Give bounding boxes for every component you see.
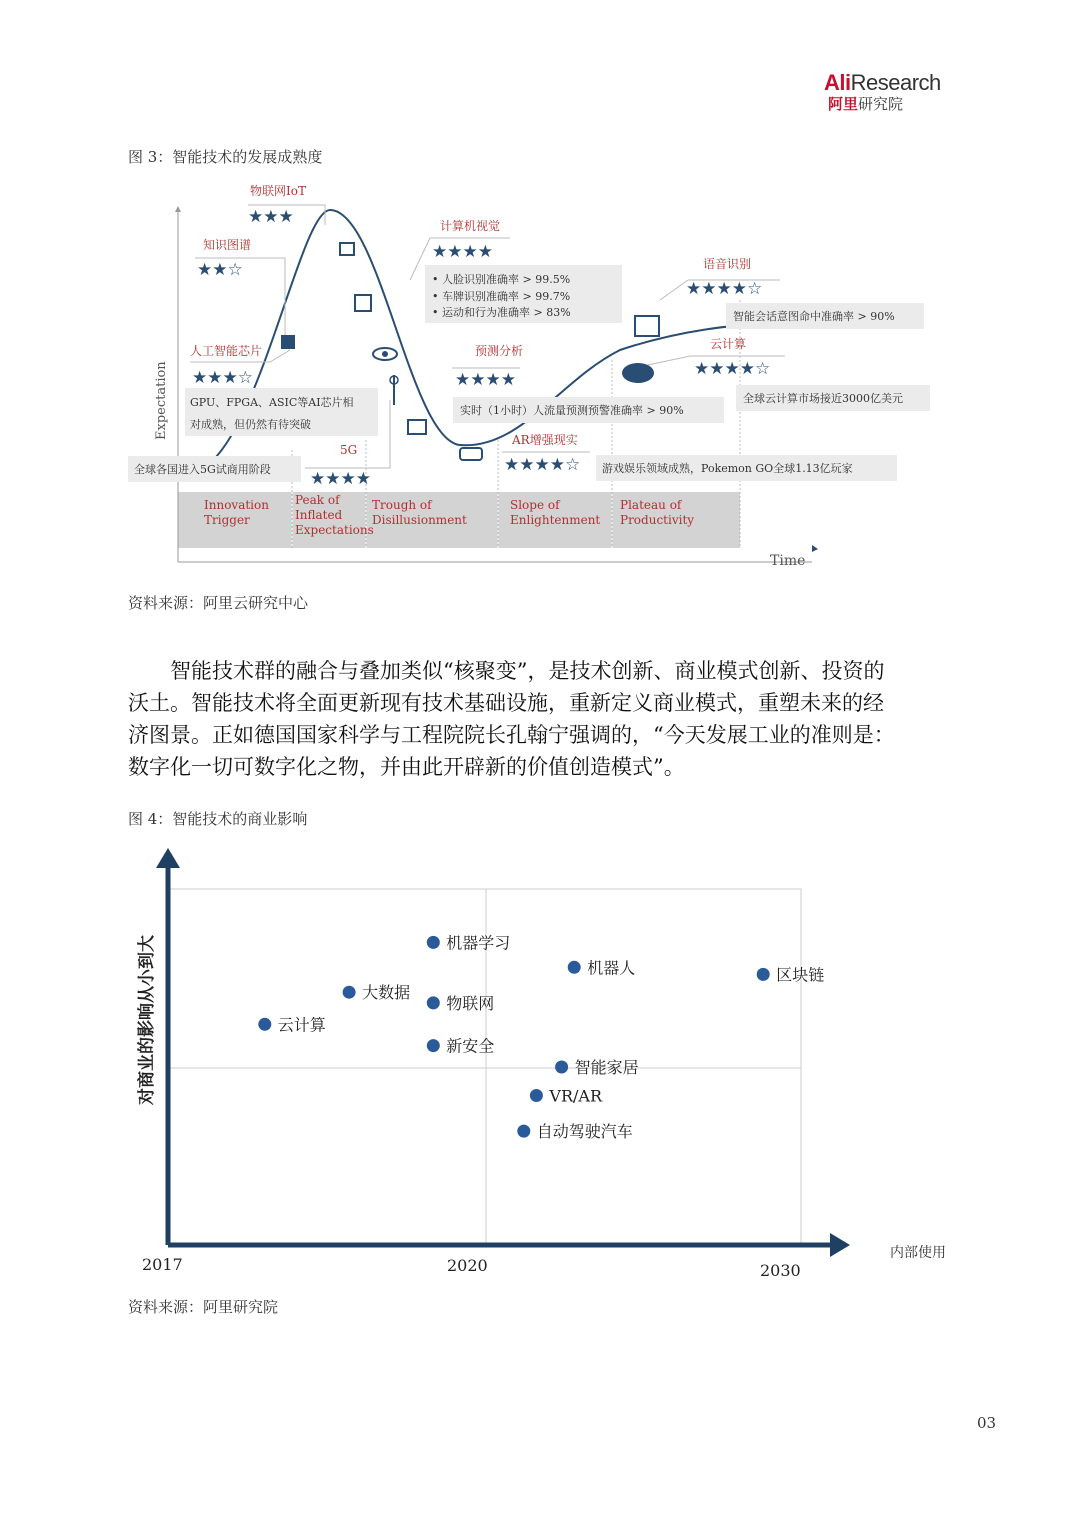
book-audio-icon — [635, 316, 659, 336]
hype-cycle-chart — [0, 170, 1080, 580]
x-axis-label: 内部使用 — [890, 1245, 946, 1261]
scatter-point — [517, 1125, 530, 1138]
label-predictive: 预测分析 — [475, 344, 524, 358]
scatter-point — [757, 968, 770, 981]
scatter-point-label: 物联网 — [446, 993, 495, 1013]
label-ai-chip: 人工智能芯片 — [190, 344, 263, 358]
scatter-point — [427, 1039, 440, 1052]
scatter-point — [427, 996, 440, 1009]
x-tick-2030: 2030 — [760, 1261, 801, 1280]
note-ai-chip-line2: 对成熟，但仍然有待突破 — [190, 418, 311, 431]
scatter-point — [568, 961, 581, 974]
note-ai-chip-line1: GPU、FPGA、ASIC等AI芯片相 — [190, 396, 354, 409]
figure3-caption: 图 3：智能技术的发展成熟度 — [128, 148, 323, 166]
note-5g-text: 全球各国进入5G试商用阶段 — [134, 463, 271, 476]
scatter-point-label: 机器学习 — [446, 933, 511, 953]
body-paragraph — [128, 655, 958, 783]
scatter-point-label: VR/AR — [549, 1086, 602, 1106]
page-number: 03 — [977, 1414, 997, 1432]
paragraph-line-2: 沃土。智能技术将全面更新现有技术基础设施，重新定义商业模式，重塑未来的经 — [128, 691, 884, 715]
scatter-point-label: 机器人 — [587, 958, 636, 978]
cloud-icon — [622, 363, 654, 383]
scatter-point-label: 区块链 — [776, 965, 825, 985]
stars-predictive: ★★★★ — [455, 370, 516, 390]
note-cv-bullet-1: • 人脸识别准确率 > 99.5% — [432, 273, 571, 286]
note-cv-bullet-2: • 车牌识别准确率 > 99.7% — [432, 290, 571, 303]
paragraph-line-4: 数字化一切可数字化之物，并由此开辟新的价值创造模式”。 — [128, 755, 685, 779]
phase-plateau-2: Productivity — [620, 513, 695, 527]
business-impact-chart — [0, 840, 1080, 1290]
scatter-point — [343, 986, 356, 999]
phase-innovation-2: Trigger — [204, 513, 250, 527]
phase-peak-2: Inflated — [295, 508, 343, 522]
logo-research-text: Research — [850, 70, 941, 95]
presentation-icon — [408, 420, 426, 434]
scatter-point — [555, 1061, 568, 1074]
label-speech: 语音识别 — [703, 257, 752, 271]
stars-iot: ★★★ — [248, 207, 294, 227]
note-speech-text: 智能会话意图命中准确率 > 90% — [733, 310, 895, 323]
x-tick-2017: 2017 — [142, 1255, 183, 1274]
logo-ali-text: Ali — [824, 70, 851, 95]
stars-computer-vision: ★★★★ — [432, 242, 493, 262]
paragraph-line-1: 智能技术群的融合与叠加类似“核聚变”，是技术创新、商业模式创新、投资的 — [170, 659, 885, 683]
scatter-point — [258, 1018, 271, 1031]
label-5g: 5G — [340, 443, 358, 457]
scatter-point — [427, 936, 440, 949]
label-iot: 物联网IoT — [250, 184, 306, 198]
phase-innovation-1: Innovation — [204, 498, 269, 512]
note-predictive-text: 实时（1小时）人流量预测预警准确率 > 90% — [460, 404, 684, 417]
figure3-source: 资料来源：阿里云研究中心 — [128, 594, 309, 612]
scatter-point — [530, 1089, 543, 1102]
phase-trough-1: Trough of — [372, 498, 432, 512]
figure4-caption: 图 4：智能技术的商业影响 — [128, 810, 308, 828]
vr-headset-icon — [460, 448, 482, 460]
note-cloud-text: 全球云计算市场接近3000亿美元 — [743, 392, 903, 405]
paragraph-line-3: 济图景。正如德国国家科学与工程院院长孔翰宁强调的，“今天发展工业的准则是： — [128, 723, 895, 747]
monitor-icon — [340, 243, 354, 255]
phase-plateau-1: Plateau of — [620, 498, 682, 512]
phase-slope-1: Slope of — [510, 498, 560, 512]
label-computer-vision: 计算机视觉 — [440, 219, 501, 233]
label-ar: AR增强现实 — [512, 433, 578, 447]
stars-5g: ★★★★ — [310, 469, 371, 489]
x-axis-label: Time — [770, 553, 806, 569]
note-cv-bullet-3: • 运动和行为准确率 > 83% — [432, 306, 571, 319]
phase-peak-1: Peak of — [295, 493, 340, 507]
stars-ai-chip: ★★★☆ — [192, 368, 253, 388]
logo-cn-rest: 研究院 — [858, 95, 904, 113]
figure4-source: 资料来源：阿里研究院 — [128, 1298, 279, 1316]
x-tick-2020: 2020 — [447, 1256, 488, 1275]
scatter-point-label: 智能家居 — [574, 1058, 639, 1077]
scatter-point-label: 大数据 — [362, 983, 411, 1003]
stars-knowledge-graph: ★★☆ — [197, 260, 243, 280]
logo-cn — [828, 93, 903, 114]
chip-icon — [355, 295, 371, 311]
phase-peak-3: Expectations — [295, 523, 374, 537]
y-axis-label: 对商业的影响从小到大 — [137, 935, 157, 1105]
stars-ar: ★★★★☆ — [504, 455, 581, 475]
logo-cn-red: 阿里 — [828, 95, 859, 113]
phase-trough-2: Disillusionment — [372, 513, 467, 527]
y-axis-label: Expectation — [154, 361, 169, 440]
note-ar-text: 游戏娱乐领域成熟，Pokemon GO全球1.13亿玩家 — [602, 462, 853, 475]
stars-cloud: ★★★★☆ — [694, 359, 771, 379]
label-cloud: 云计算 — [710, 337, 747, 351]
phase-slope-2: Enlightenment — [510, 513, 601, 527]
stars-speech: ★★★★☆ — [686, 279, 763, 299]
scatter-point-label: 自动驾驶汽车 — [536, 1122, 633, 1142]
scatter-point-label: 新安全 — [446, 1036, 495, 1056]
scatter-points — [258, 933, 824, 1141]
hand-icon — [281, 335, 295, 349]
scatter-point-label: 云计算 — [277, 1015, 326, 1035]
label-knowledge-graph: 知识图谱 — [203, 238, 252, 252]
